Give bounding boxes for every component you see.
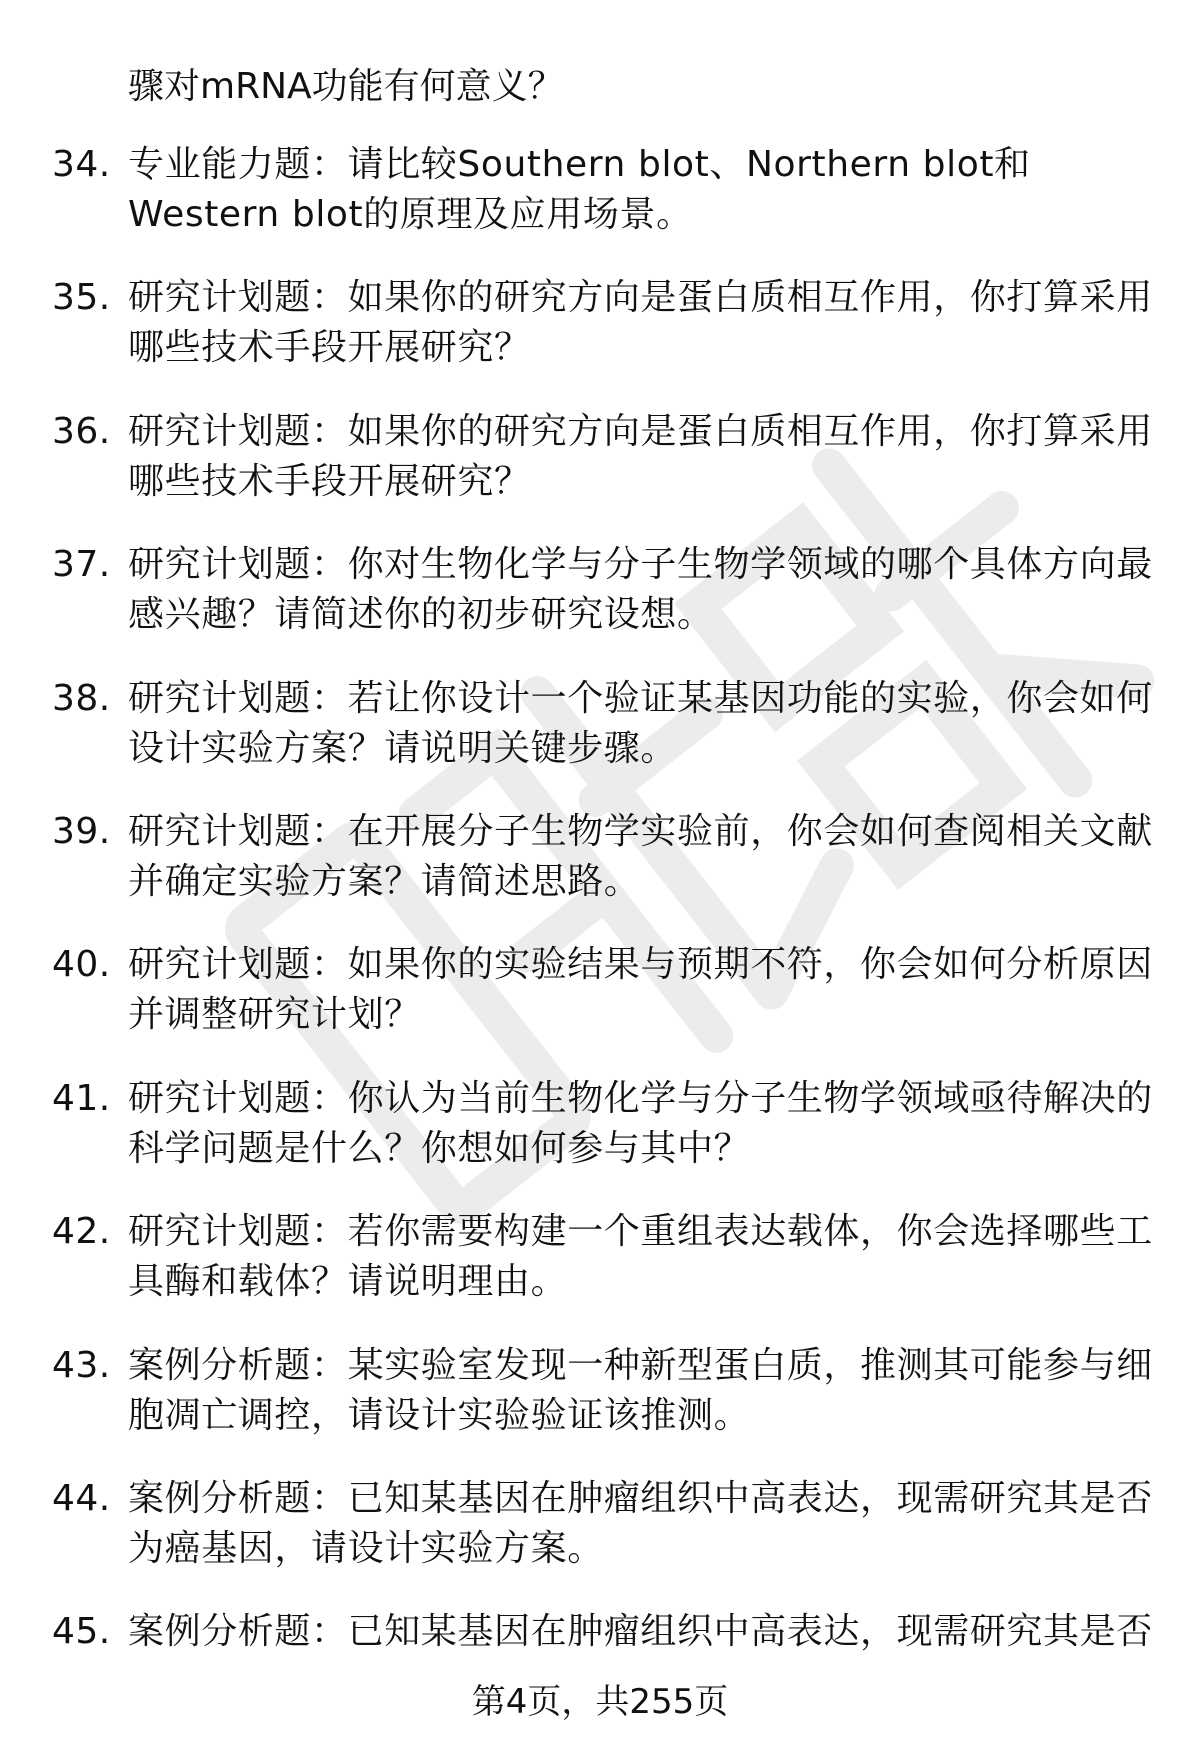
- question-item: [0, 940, 1200, 1073]
- question-number: 41.: [52, 1077, 111, 1119]
- question-number: 44.: [52, 1477, 111, 1519]
- question-number: 35.: [52, 277, 111, 319]
- question-text: 研究计划题：你对生物化学与分子生物学领域的哪个具体方向最感兴趣？请简述你的初步研究设想。: [128, 544, 1153, 636]
- question-text: 案例分析题：已知某基因在肿瘤组织中高表达，现需研究其是否: [128, 1611, 1153, 1653]
- question-text: 研究计划题：如果你的研究方向是蛋白质相互作用，你打算采用哪些技术手段开展研究？: [128, 277, 1153, 369]
- question-text: 研究计划题：若让你设计一个验证某基因功能的实验，你会如何设计实验方案？请说明关键步骤。: [128, 677, 1153, 769]
- question-number: 45.: [52, 1611, 111, 1653]
- question-text: 研究计划题：你认为当前生物化学与分子生物学领域亟待解决的科学问题是什么？你想如何参与其中？: [128, 1077, 1153, 1169]
- question-number: 43.: [52, 1344, 111, 1386]
- question-list: [0, 140, 1200, 1741]
- question-item: [0, 1341, 1200, 1474]
- question-item: [0, 407, 1200, 540]
- question-item: [0, 1207, 1200, 1340]
- question-item: [0, 807, 1200, 940]
- question-item: [0, 273, 1200, 406]
- question-number: 34.: [52, 144, 111, 185]
- question-text: 案例分析题：某实验室发现一种新型蛋白质，推测其可能参与细胞凋亡调控，请设计实验验证该推测。: [128, 1344, 1153, 1436]
- question-number: 36.: [52, 410, 111, 452]
- continued-question-tail: 骤对mRNA功能有何意义？: [128, 66, 564, 107]
- question-item: [0, 1474, 1200, 1607]
- question-text: 研究计划题：在开展分子生物学实验前，你会如何查阅相关文献并确定实验方案？请简述思路。: [128, 810, 1153, 902]
- question-text: 研究计划题：如果你的实验结果与预期不符，你会如何分析原因并调整研究计划？: [128, 944, 1153, 1036]
- page-footer: 第4页，共255页: [471, 1682, 729, 1722]
- question-number: 40.: [52, 944, 111, 986]
- question-text: 案例分析题：已知某基因在肿瘤组织中高表达，现需研究其是否为癌基因，请设计实验方案。: [128, 1477, 1153, 1569]
- question-number: 37.: [52, 544, 111, 586]
- question-number: 38.: [52, 677, 111, 719]
- question-item: [0, 540, 1200, 673]
- question-item: [0, 674, 1200, 807]
- question-number: 39.: [52, 810, 111, 852]
- question-number: 42.: [52, 1211, 111, 1253]
- question-item: [0, 140, 1200, 273]
- question-text: 专业能力题：请比较Southern blot、Northern blot和Western blot的原理及应用场景。: [128, 144, 1031, 235]
- question-item: [0, 1074, 1200, 1207]
- question-text: 研究计划题：如果你的研究方向是蛋白质相互作用，你打算采用哪些技术手段开展研究？: [128, 410, 1153, 502]
- question-text: 研究计划题：若你需要构建一个重组表达载体，你会选择哪些工具酶和载体？请说明理由。: [128, 1211, 1153, 1303]
